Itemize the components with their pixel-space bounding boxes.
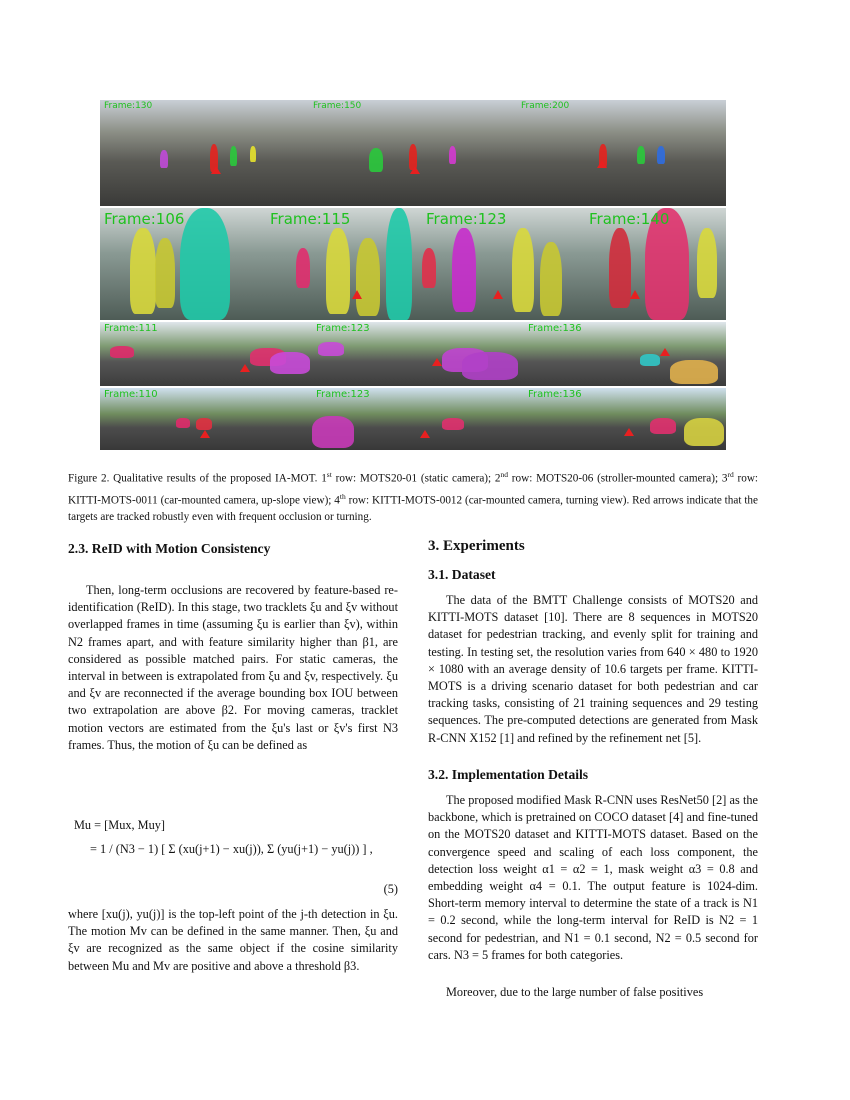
frame-label: Frame:123 [316, 389, 370, 400]
figure-panel [312, 388, 524, 450]
frame-label: Frame:123 [426, 210, 507, 228]
figure-panel [100, 100, 309, 206]
figure-panel [100, 388, 312, 450]
frame-label: Frame:111 [104, 323, 158, 334]
figure-caption: Figure 2. Qualitative results of the proposed IA-MOT. 1st row: MOTS20-01 (static camera); 2nd row: MOTS20-06 (stroller-mounted camera); 3rd row: KITTI-MOTS-0011 (car-mounted camera, up-slope view); 4th row: KITTI-MOTS-0012 (car-mounted camera, turning view). Red arrows indicate that the targets are tracked robustly even with frequent occlusion or turning. [68, 470, 759, 524]
frame-label: Frame:136 [528, 323, 582, 334]
figure-panel [517, 100, 726, 206]
figure-panel [524, 388, 726, 450]
frame-label: Frame:106 [104, 210, 185, 228]
figure-row-1 [100, 100, 726, 206]
subsection-heading: 3.2. Implementation Details [428, 767, 589, 782]
figure-panel [569, 208, 726, 320]
figure-row-2 [100, 208, 726, 320]
figure-row-3 [100, 322, 726, 386]
frame-label: Frame:130 [104, 101, 153, 111]
figure-panel [412, 208, 569, 320]
paragraph: The data of the BMTT Challenge consists of MOTS20 and KITTI-MOTS dataset [10]. There are 8 sequences in MOTS20 dataset for pedestrian tracking, and evenly split for training and testing. In testing set, the resolution varies from 640 × 480 to 1920 × 1080 with an average density of 10.6 targets per frame. KITTI-MOTS is a driving scenario dataset for both pedestrian and car tracking tasks, consisting of 21 training sequences and 29 testing sequences. The pre-computed detections are generated from Mask R-CNN X152 [1] and refined by the refinement net [5]. [428, 593, 758, 745]
equation-number: (5) [383, 882, 398, 896]
frame-label: Frame:140 [589, 210, 670, 228]
frame-label: Frame:200 [521, 101, 570, 111]
frame-label: Frame:150 [313, 101, 362, 111]
equation-line: = 1 / (N3 − 1) [ Σ (xu(j+1) − xu(j)), Σ (yu(j+1) − yu(j)) ] , [90, 842, 373, 856]
figure-panel [100, 322, 312, 386]
frame-label: Frame:115 [270, 210, 351, 228]
section-heading: 3. Experiments [428, 538, 525, 554]
frame-label: Frame:123 [316, 323, 370, 334]
equation-line: Mu = [Mux, Muy] [74, 818, 165, 832]
subsection-heading: 3.1. Dataset [428, 567, 496, 582]
figure-panel [312, 322, 524, 386]
paragraph: Moreover, due to the large number of false positives [446, 985, 704, 999]
frame-label: Frame:136 [528, 389, 582, 400]
figure-panel [309, 100, 517, 206]
figure-panel [524, 322, 726, 386]
paragraph: The proposed modified Mask R-CNN uses ResNet50 [2] as the backbone, which is pretrained on COCO dataset [4] and fine-tuned on the MOTS20 dataset and KITTI-MOTS dataset. Based on the convergence speed and scaling of each loss component, the detection loss weight α1 = α2 = 1, mask weight α3 = 0.8 and embedding weight α4 = 0.1. The output feature is 1024-dim. Short-term memory interval to determine the state of a track is N1 = 0.2 second, while the long-term interval for ReID is N2 = 1 second for pedestrian, and N1 = 0.1 second, N2 = 0.5 second for cars. N3 = 5 frames for both categories. [428, 793, 758, 962]
frame-label: Frame:110 [104, 389, 158, 400]
figure-panel [256, 208, 412, 320]
paragraph: Then, long-term occlusions are recovered by feature-based re-identification (ReID). In this stage, two tracklets ξu and ξv without overlapped frames in time (assuming ξu is earlier than ξv), within N2 frames apart, and with feature similarity higher than β1, are considered as possible matched pairs. For static cameras, the interval in between is extrapolated from ξu and ξv, respectively. ξu and ξv are reconnected if the average bounding box IOU between two extrapolation are above β2. For moving cameras, tracklet motion vectors are estimated from the ξu's last or ξv's first N3 frames. Thus, the motion of ξu can be defined as [68, 583, 398, 752]
paragraph: where [xu(j), yu(j)] is the top-left point of the j-th detection in ξu. The motion Mv can be defined in the same manner. Then, ξu and ξv are recognized as the same object if the cosine similarity between Mu and Mv are positive and above a threshold β3. [68, 907, 398, 973]
figure-row-4 [100, 388, 726, 450]
figure-2 [100, 100, 726, 450]
figure-panel [100, 208, 256, 320]
section-heading: 2.3. ReID with Motion Consistency [68, 541, 271, 556]
